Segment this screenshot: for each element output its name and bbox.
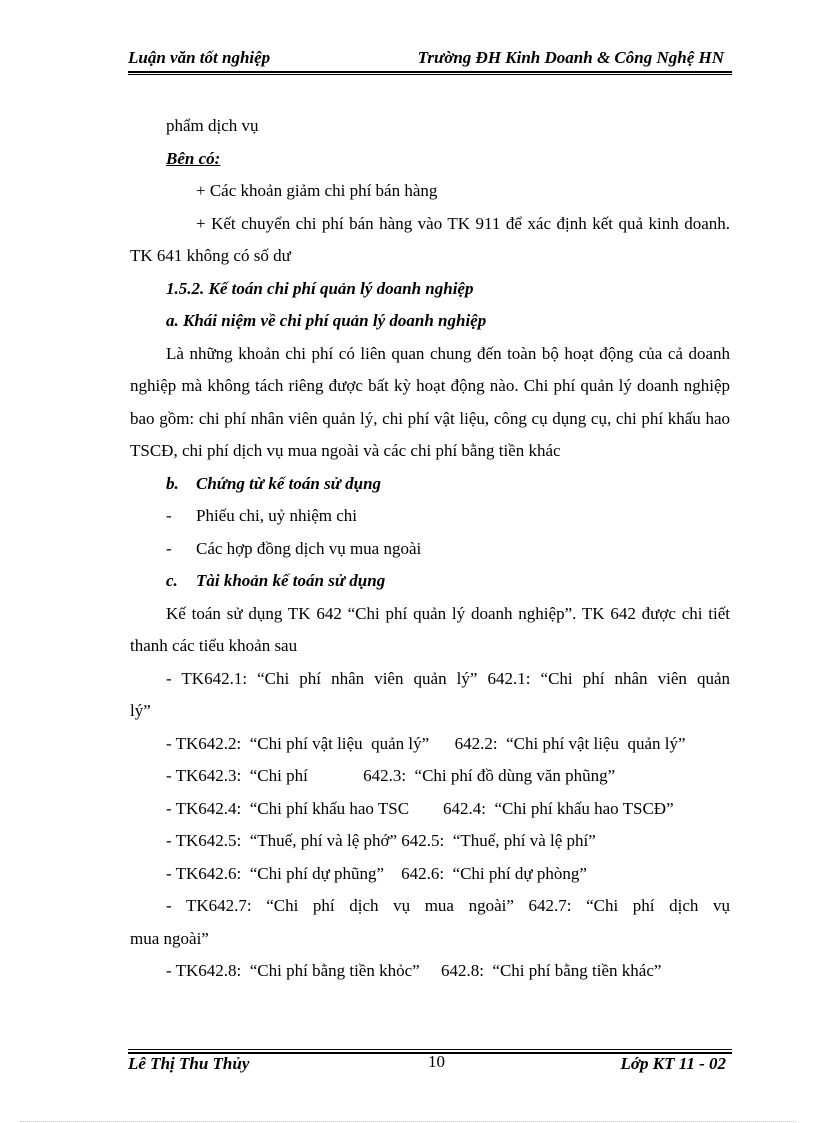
ben-co-heading: Bên có: [166,148,221,168]
subheading-c [130,565,730,598]
header-left-title: Luận văn tốt nghiệp [128,48,271,67]
account-line-642-7-cont: mua ngoài” [130,928,209,948]
subheading-b-text: Chứng từ kế toán sử dụng [196,473,382,493]
account-line-642-7: - TK642.7: “Chi phí dịch vụ mua ngoài” 642.7: “Chi phí dịch vụ [166,896,730,915]
footer-author: Lê Thị Thu Thủy [128,1054,250,1073]
subheading-c-text: Tài khoản kế toán sử dụng [196,571,386,590]
list-item [130,500,730,533]
header-right-title: Trường ĐH Kinh Doanh & Công Nghệ HN [417,48,724,67]
subheading-c-letter: c. [166,571,178,590]
body-line: phẩm dịch vụ [166,116,259,135]
account-line-642-5: - TK642.5: “Thuế, phí và lệ phớ” 642.5: “Thuế, phí và lệ phí” [166,831,596,850]
account-line-642-1-cont: lý” [130,701,151,720]
page-number: 10 [428,1052,445,1071]
section-heading-1-5-2: 1.5.2. Kế toán chi phí quản lý doanh nghiệp [166,278,474,298]
plus-item-1: + Các khoản giảm chi phí bán hàng [196,181,438,200]
paragraph-c: Kế toán sử dụng TK 642 “Chi phí quản lý doanh nghiệp”. TK 642 được chi tiết thanh các tiểu khoản sau [130,603,730,655]
list-item-text: Các hợp đồng dịch vụ mua ngoài [196,538,422,558]
dash-bullet: - [166,506,172,525]
header-divider-thin [128,74,732,75]
subheading-b [130,468,730,501]
plus-item-2: + Kết chuyển chi phí bán hàng vào TK 911 để xác định kết quả kinh doanh. TK 641 không có số dư [130,213,730,265]
footer-class: Lớp KT 11 - 02 [620,1054,726,1073]
page-edge-divider [20,1121,796,1122]
header-divider [128,71,732,73]
account-line-642-2: - TK642.2: “Chi phí vật liệu quản lý” 642.2: “Chi phí vật liệu quản lý” [166,733,686,753]
account-line-642-6: - TK642.6: “Chi phí dự phũng” 642.6: “Chi phí dự phòng” [166,863,587,883]
subheading-b-letter: b. [166,473,179,493]
subheading-a: a. Khái niệm về chi phí quản lý doanh nghiệp [166,311,487,330]
page-body [130,110,730,988]
paragraph-a: Là những khoản chi phí có liên quan chung đến toàn bộ hoạt động của cả doanh nghiệp mà không tách riêng được bất kỳ hoạt động nào. Chi phí quản lý doanh nghiệp bao gồm: chi phí nhân viên quản lý, chi phí vật liệu, công cụ dụng cụ, chi phí khấu hao TSCĐ, chi phí dịch vụ mua ngoài và các chi phí bằng tiền khác [130,343,730,460]
list-item-text: Phiếu chi, uỷ nhiệm chi [196,506,358,525]
account-line-642-8: - TK642.8: “Chi phí bằng tiền khỏc” 642.8: “Chi phí bằng tiền khác” [166,961,662,980]
account-line-642-4: - TK642.4: “Chi phí khấu hao TSC 642.4: “Chi phí khấu hao TSCĐ” [166,798,674,818]
footer-divider-thin [128,1049,732,1050]
account-line-642-1: - TK642.1: “Chi phí nhân viên quản lý” 642.1: “Chi phí nhân viên quản [166,668,730,688]
account-line-642-3: - TK642.3: “Chi phí 642.3: “Chi phí đồ dùng văn phũng” [166,766,616,785]
page-footer [128,1054,732,1078]
dash-bullet: - [166,538,172,558]
list-item [130,533,730,566]
